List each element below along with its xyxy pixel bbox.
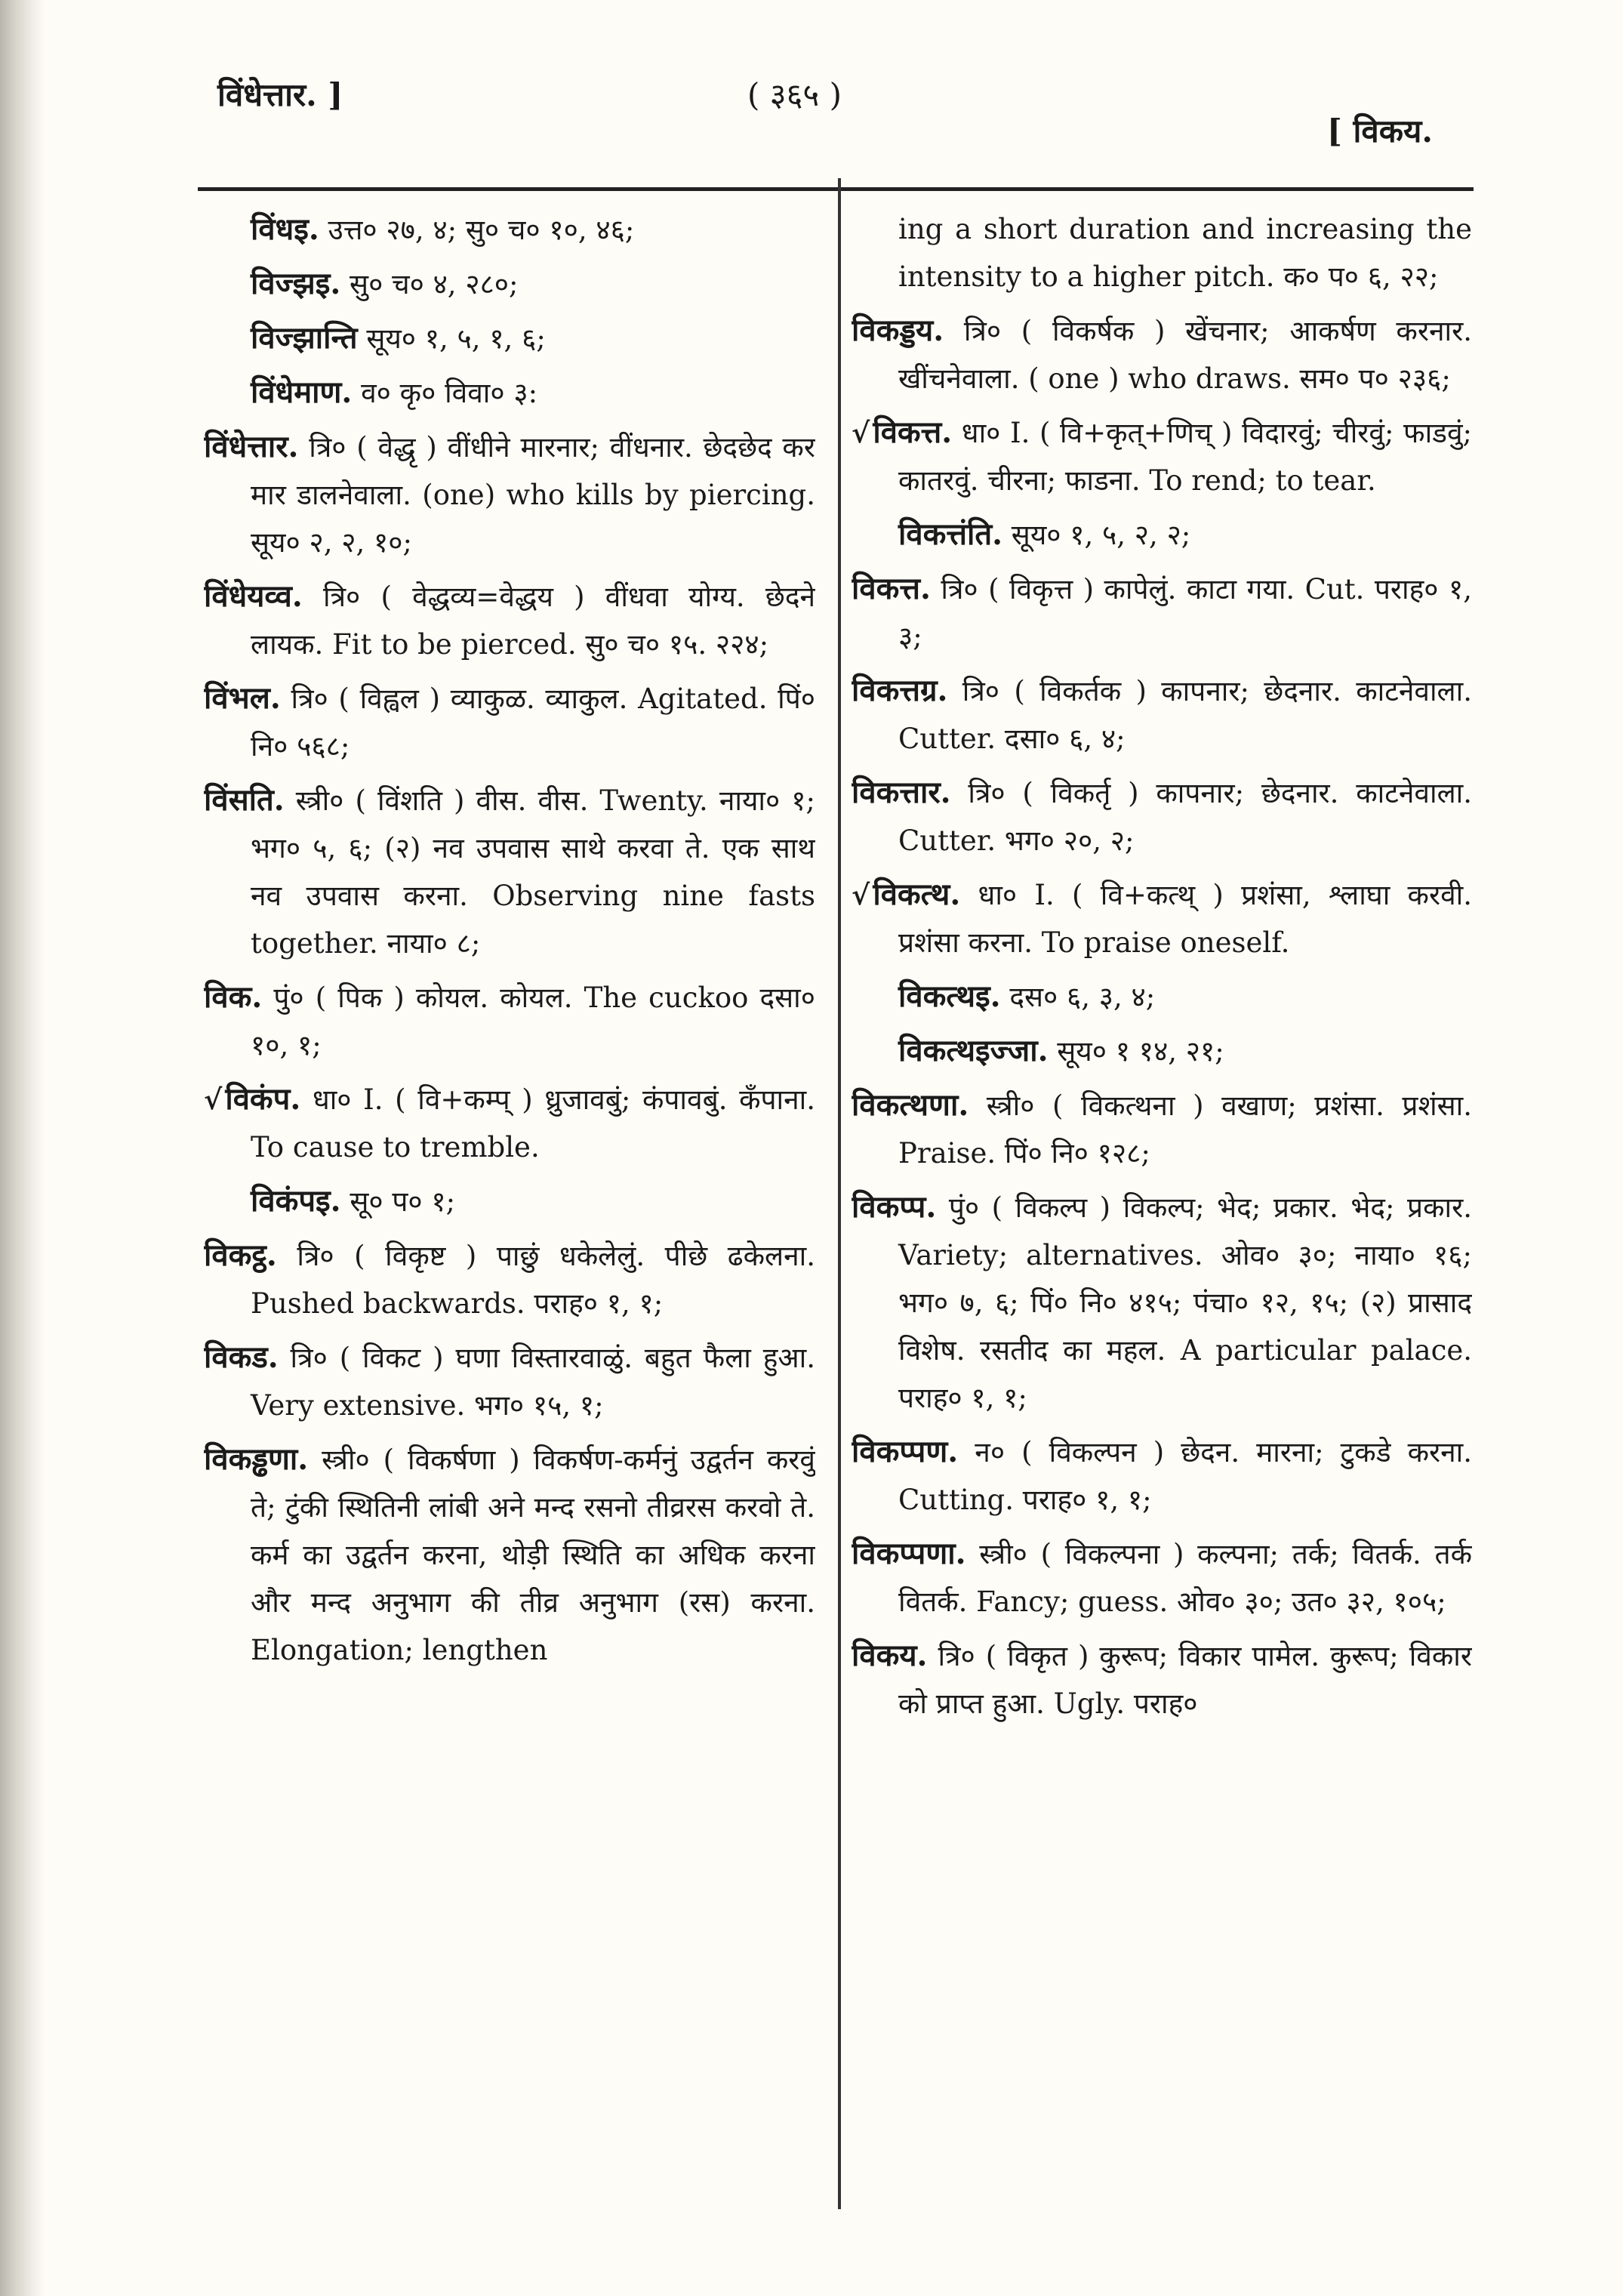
- headword: विकत्थ.: [873, 877, 961, 912]
- headword: विकत्थणा.: [852, 1087, 969, 1123]
- definition-text: त्रि० ( वेद्धव्य=वेद्धय ) वींधवा योग्य. छेदने लायक. Fit to be pierced. सु० च० १५. २२४;: [251, 581, 815, 661]
- dictionary-entry: [852, 667, 1472, 763]
- page-header: [0, 72, 1623, 149]
- dictionary-entry: [852, 408, 1472, 504]
- dictionary-entry: [852, 1632, 1472, 1727]
- headword: विकड्ढणा.: [204, 1441, 309, 1477]
- headword: विकत्थइज्जा.: [898, 1033, 1049, 1068]
- dictionary-entry: [204, 1333, 815, 1429]
- headword: विकड.: [204, 1339, 279, 1375]
- headword: विंधेत्तार.: [204, 429, 299, 464]
- headword: विकप्पणा.: [852, 1536, 966, 1571]
- definition-text: त्रि० ( विकृत ) कुरूप; विकार पामेल. कुरूप; विकार को प्राप्त हुआ. Ugly. पराह०: [898, 1640, 1472, 1720]
- headword: विज्झइ.: [251, 266, 341, 301]
- dictionary-entry: [204, 973, 815, 1069]
- dictionary-entry: [852, 871, 1472, 966]
- definition-text: सू० प० १;: [340, 1185, 456, 1218]
- definition-text: दस० ६, ३, ४;: [1000, 981, 1156, 1013]
- dictionary-entry: [852, 1027, 1472, 1075]
- headword: विंसति.: [204, 782, 285, 818]
- running-head-right: [ विकय.: [1327, 112, 1433, 149]
- headword: विकट्ठ.: [204, 1237, 277, 1273]
- definition-text: पुं० ( पिक ) कोयल. कोयल. The cuckoo दसा० १०, १;: [251, 982, 815, 1062]
- headword: विकत्थइ.: [898, 978, 1001, 1014]
- definition-text: त्रि० ( विह्वल ) व्याकुळ. व्याकुल. Agitated. पिं० नि० ५६८;: [251, 683, 815, 763]
- definition-text: त्रि० ( विकर्तक ) कापनार; छेदनार. काटनेवाला. Cutter. दसा० ६, ४;: [898, 675, 1472, 755]
- definition-text: स्त्री० ( विंशति ) वीस. वीस. Twenty. नाया० १; भग० ५, ६; (२) नव उपवास साथे करवा ते. एक साथ नव उपवास करना. Observing nine fasts together. नाया० ८;: [251, 784, 815, 960]
- dictionary-entry: [204, 314, 815, 362]
- definition-text: व० कृ० विवा० ३:: [352, 377, 538, 409]
- definition-text: धा० I. ( वि+कत्थ् ) प्रशंसा, श्लाघा करवी. प्रशंसा करना. To praise oneself.: [898, 879, 1472, 959]
- dictionary-entry: [204, 260, 815, 308]
- dictionary-entry: [852, 1081, 1472, 1177]
- headword: विकप्पण.: [852, 1434, 959, 1469]
- dictionary-entry: [204, 1231, 815, 1327]
- definition-text: त्रि० ( विकृष्ट ) पाछुं धकेलेलुं. पीछे ढकेलना. Pushed backwards. पराह० १, १;: [251, 1240, 815, 1320]
- dictionary-entry: [204, 572, 815, 668]
- definition-text: त्रि० ( विकर्षक ) खेंचनार; आकर्षण करनार. खींचनेवाला. ( one ) who draws. सम० प० २३६;: [898, 315, 1472, 395]
- page-number: ( ३६५ ): [747, 76, 842, 113]
- definition-text: ing a short duration and increasing the intensity to a higher pitch. क० प० ६, २२;: [898, 213, 1472, 293]
- headword: विकत्त.: [873, 415, 953, 450]
- dictionary-entry: [852, 205, 1472, 300]
- headword: विंधेयव्व.: [204, 578, 303, 614]
- headword: विकत्तार.: [852, 775, 951, 810]
- definition-text: सूय० १ १४, २१;: [1048, 1035, 1224, 1068]
- headword: विकत्त.: [852, 571, 931, 606]
- definition-text: स्त्री० ( विकल्पना ) कल्पना; तर्क; वितर्क. तर्क वितर्क. Fancy; guess. ओव० ३०; उत० ३२, १०५;: [898, 1538, 1472, 1618]
- dictionary-entry: [204, 674, 815, 770]
- headword: विक.: [204, 979, 263, 1015]
- headword: विकय.: [852, 1638, 928, 1673]
- headword: विकंपइ.: [251, 1183, 341, 1219]
- scan-edge-shading: [0, 0, 45, 2296]
- definition-text: त्रि० ( वेद्धृ ) वींधीने मारनार; वींधनार. छेदछेद कर मार डालनेवाला. (one) who kills by piercing. सूय० २, २, १०;: [251, 431, 815, 559]
- dictionary-entry: [852, 1428, 1472, 1524]
- checkmark-icon: √: [852, 878, 870, 911]
- dictionary-entry: [204, 423, 815, 566]
- dictionary-entry: [852, 1530, 1472, 1626]
- dictionary-entry: [204, 1177, 815, 1225]
- dictionary-entry: [204, 1075, 815, 1171]
- headword: विंधइ.: [251, 211, 319, 247]
- definition-text: त्रि० ( विकर्तृ ) कापनार; छेदनार. काटनेवाला. Cutter. भग० २०, २;: [898, 777, 1472, 857]
- dictionary-entry: [852, 972, 1472, 1021]
- definition-text: धा० I. ( वि+कृत्+णिच् ) विदारवुं; चीरवुं; फाडवुं; कातरवुं. चीरना; फाडना. To rend; to tear.: [898, 417, 1472, 497]
- definition-text: त्रि० ( विकट ) घणा विस्तारवाळुं. बहुत फैला हुआ. Very extensive. भग० १५, १;: [251, 1342, 815, 1422]
- headword: विकंप.: [225, 1081, 301, 1117]
- dictionary-entry: [204, 1435, 815, 1674]
- dictionary-entry: [204, 776, 815, 967]
- definition-text: धा० I. ( वि+कम्प् ) ध्रुजावबुं; कंपावबुं. कँपाना. To cause to tremble.: [251, 1083, 815, 1163]
- running-head-left: विंधेत्तार. ]: [217, 76, 343, 113]
- definition-text: त्रि० ( विकृत्त ) कापेलुं. काटा गया. Cut. पराह० १, ३;: [898, 573, 1472, 653]
- definition-text: उत्त० २७, ४; सु० च० १०, ४६;: [319, 214, 635, 246]
- column-divider: [838, 178, 841, 2209]
- definition-text: सूय० १, ५, २, २;: [1002, 519, 1191, 551]
- dictionary-entry: [204, 205, 815, 254]
- dictionary-entry: [204, 368, 815, 417]
- definition-text: स्त्री० ( विकर्षणा ) विकर्षण-कर्मनुं उद्वर्तन करवुं ते; टुंकी स्थितिनी लांबी अने मन्द रसनो तीव्ररस करवो ते. कर्म का उद्वर्तन करना, थोड़ी स्थिति का अधिक करना और मन्द अनुभाग की तीव्र अनुभाग (रस) करना. Elongation; lengthen: [251, 1444, 815, 1666]
- definition-text: न० ( विकल्पन ) छेदन. मारना; टुकडे करना. Cutting. पराह० १, १;: [898, 1436, 1472, 1516]
- header-rule: [198, 187, 1474, 191]
- dictionary-entry: [852, 769, 1472, 864]
- headword: विज्झान्ति: [251, 320, 358, 356]
- headword: विकत्तंति.: [898, 516, 1003, 552]
- headword: विकप्प.: [852, 1189, 937, 1225]
- left-column: [204, 205, 815, 2236]
- checkmark-icon: √: [852, 416, 870, 449]
- definition-text: पुं० ( विकल्प ) विकल्प; भेद; प्रकार. भेद; प्रकार. Variety; alternatives. ओव० ३०; नाया० १६; भग० ७, ६; पिं० नि० ४१५; पंचा० १२, १५; (२) प्रासाद विशेष. रसतीद का महल. A particular palace. पराह० १, १;: [898, 1191, 1472, 1414]
- headword: विंभल.: [204, 680, 281, 716]
- headword: विंधेमाण.: [251, 374, 353, 410]
- definition-text: सूय० १, ५, १, ६;: [357, 322, 546, 355]
- dictionary-entry: [852, 510, 1472, 559]
- definition-text: स्त्री० ( विकत्थना ) वखाण; प्रशंसा. प्रशंसा. Praise. पिं० नि० १२८;: [898, 1089, 1472, 1170]
- right-column: [852, 205, 1472, 2236]
- definition-text: सु० च० ४, २८०;: [340, 268, 519, 300]
- checkmark-icon: √: [204, 1083, 223, 1116]
- dictionary-entry: [852, 1183, 1472, 1422]
- dictionary-entry: [852, 565, 1472, 661]
- dictionary-entry: [852, 307, 1472, 402]
- headword: विकत्तग्र.: [852, 673, 948, 708]
- headword: विकड्डय.: [852, 313, 944, 348]
